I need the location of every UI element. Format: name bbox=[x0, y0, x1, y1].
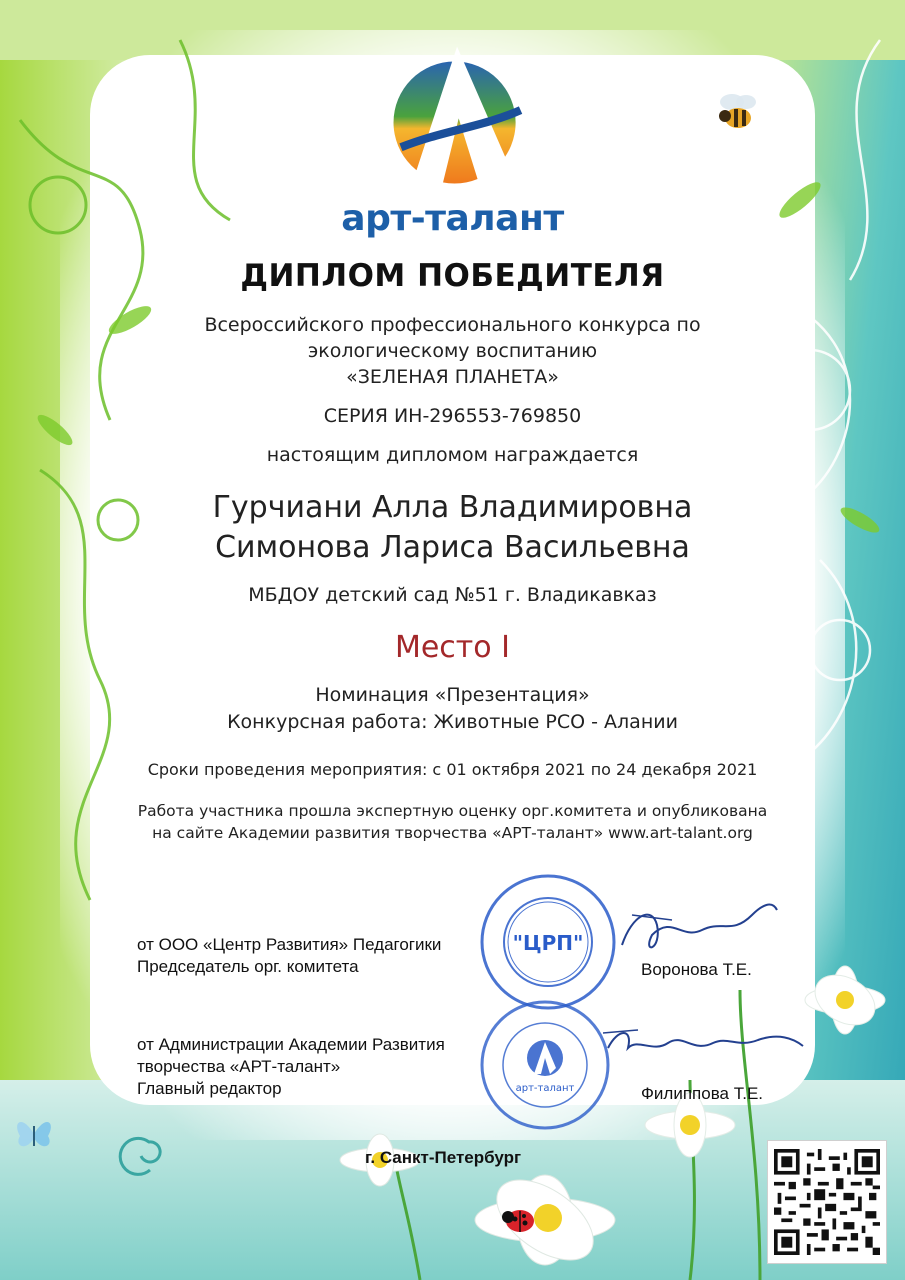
signature-block-academy bbox=[137, 1034, 445, 1100]
recipient-name: Гурчиани Алла Владимировна bbox=[212, 490, 693, 525]
logo-icon bbox=[360, 40, 545, 205]
stamp-art-talant-text: арт-талант bbox=[515, 1083, 575, 1094]
brand-name: арт-талант bbox=[341, 198, 564, 239]
recipients bbox=[0, 488, 905, 568]
signature-voronova bbox=[612, 895, 782, 965]
butterfly-icon bbox=[12, 1112, 56, 1158]
bee-icon bbox=[712, 92, 762, 136]
organization: МБДОУ детский сад №51 г. Владикавказ bbox=[248, 584, 657, 606]
stamp-crp bbox=[478, 872, 618, 1012]
signature-block-crp bbox=[137, 934, 441, 978]
contest-work: Конкурсная работа: Животные РСО - Алании bbox=[227, 711, 678, 733]
event-dates: Сроки проведения мероприятия: с 01 октября 2021 по 24 декабря 2021 bbox=[147, 760, 758, 779]
series-number: СЕРИЯ ИН-296553-769850 bbox=[323, 405, 582, 427]
nomination: Номинация «Презентация» bbox=[315, 684, 590, 706]
signer-title: Главный редактор bbox=[137, 1079, 282, 1098]
qr-code-icon bbox=[774, 1149, 880, 1255]
contest-line-1: Всероссийского профессионального конкурса по bbox=[204, 314, 701, 336]
place: Место I bbox=[394, 630, 511, 665]
signer-org: от ООО «Центр Развития» Педагогики bbox=[137, 935, 442, 954]
stamp-art-talant bbox=[478, 998, 612, 1132]
diploma-title: ДИПЛОМ ПОБЕДИТЕЛЯ bbox=[240, 258, 665, 294]
contest-line-3: «ЗЕЛЕНАЯ ПЛАНЕТА» bbox=[346, 366, 559, 388]
recipient-name: Симонова Лариса Васильевна bbox=[215, 530, 690, 565]
publication-line-1: Работа участника прошла экспертную оценку орг.комитета и опубликована bbox=[137, 802, 768, 820]
city: г. Санкт-Петербург bbox=[365, 1148, 522, 1167]
signer-org: от Администрации Академии Развития bbox=[137, 1035, 445, 1054]
contest-line-2: экологическому воспитанию bbox=[307, 340, 598, 362]
publication-note bbox=[0, 800, 905, 844]
signer-org-line-2: творчества «АРТ-талант» bbox=[137, 1057, 341, 1076]
signer-title: Председатель орг. комитета bbox=[137, 957, 359, 976]
publication-line-2: на сайте Академии развития творчества «АРТ-талант» www.art-talant.org bbox=[152, 824, 753, 842]
signer-name: Воронова Т.Е. bbox=[641, 960, 752, 979]
signature-filippova bbox=[598, 1018, 808, 1068]
signer-name: Филиппова Т.Е. bbox=[641, 1084, 764, 1103]
qr-code[interactable] bbox=[767, 1140, 887, 1264]
contest-name bbox=[0, 312, 905, 390]
stamp-crp-text: "ЦРП" bbox=[512, 931, 584, 955]
awarded-text: настоящим дипломом награждается bbox=[266, 444, 639, 466]
ladybug-icon bbox=[500, 1205, 540, 1235]
nomination-block bbox=[0, 682, 905, 736]
